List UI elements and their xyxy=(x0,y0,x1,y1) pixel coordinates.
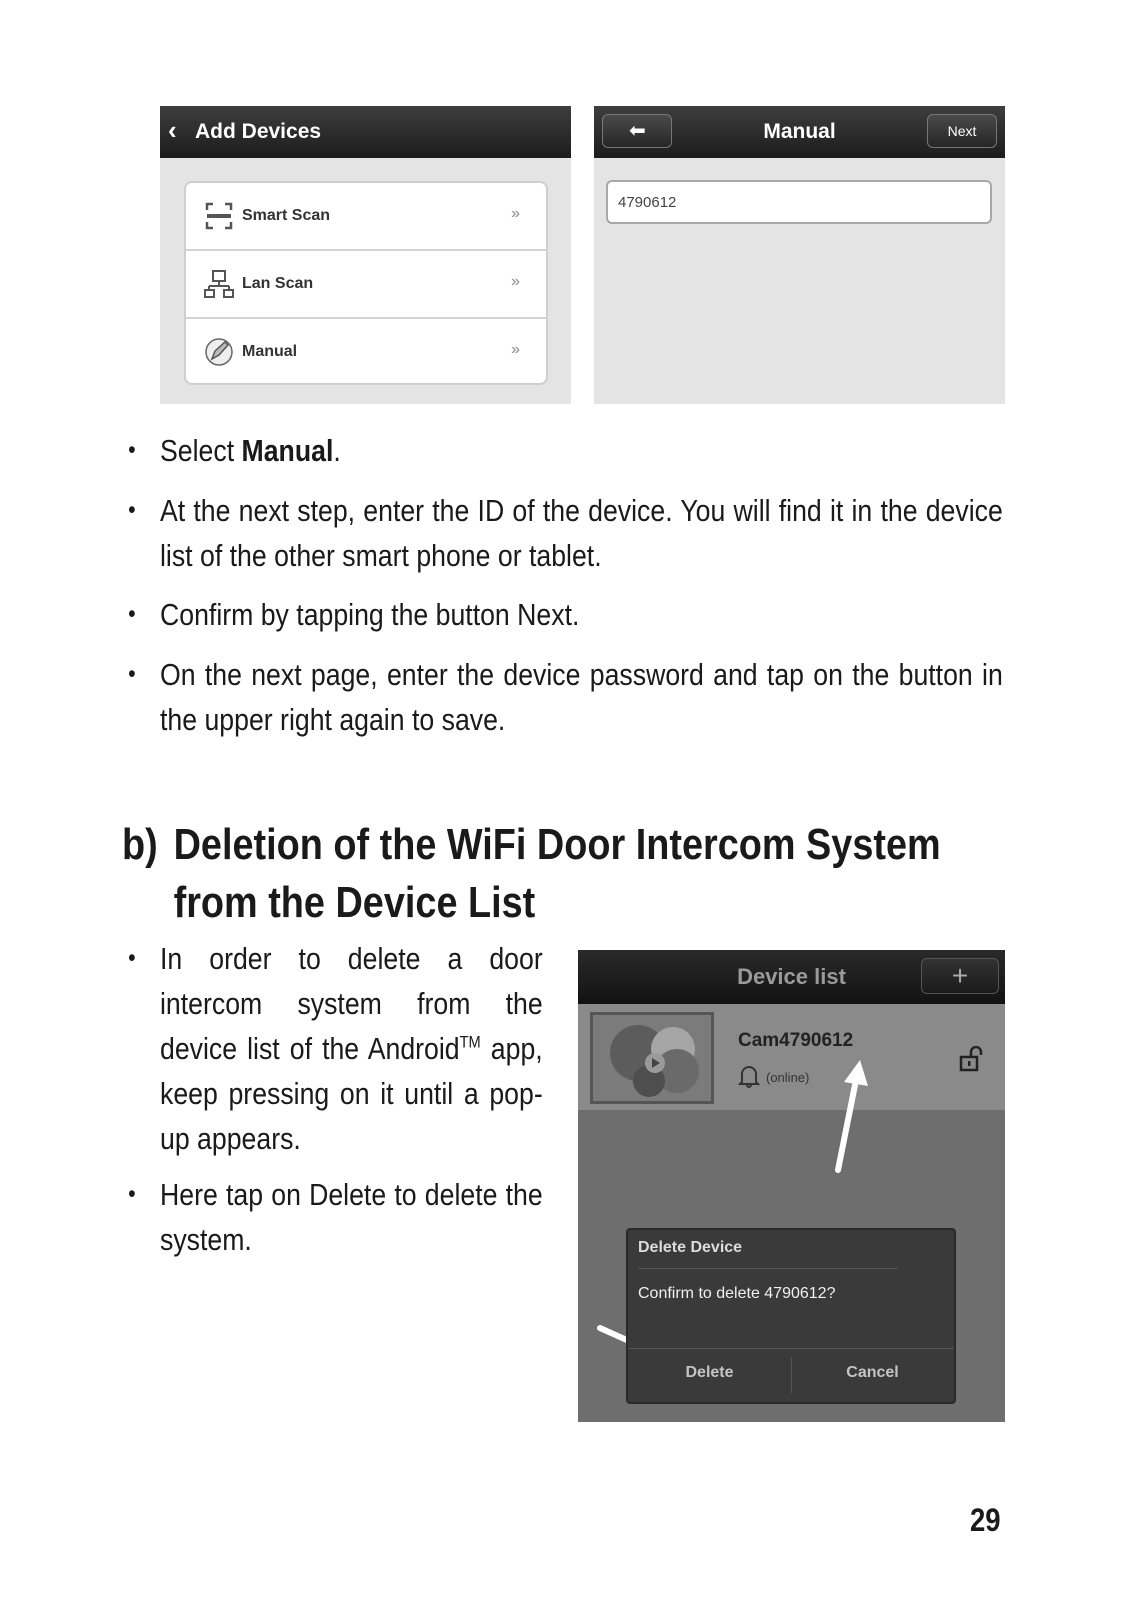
add-device-button[interactable]: + xyxy=(921,958,999,994)
menu-item-label: Smart Scan xyxy=(242,207,331,224)
bullet-dot: • xyxy=(128,660,136,688)
device-list-title: Device list xyxy=(737,964,846,989)
dialog-title: Delete Device xyxy=(638,1239,743,1256)
back-chevron-icon[interactable]: ‹ xyxy=(168,115,177,145)
bullet-dot: • xyxy=(128,1180,136,1208)
bullet-confirm-next xyxy=(128,592,1003,637)
bullet-text: . xyxy=(333,433,341,468)
next-button-label: Next xyxy=(947,123,977,139)
menu-item-lan-scan[interactable] xyxy=(186,249,546,315)
manual-topbar xyxy=(594,106,1005,158)
bullet-text: In order to delete a door intercom system from the device list of the Android xyxy=(160,941,543,1066)
chevron-right-icon: » xyxy=(511,341,520,358)
menu-item-manual[interactable] xyxy=(186,317,546,383)
scan-frame-icon xyxy=(204,201,234,231)
heading-line-2: from the Device List xyxy=(173,878,536,927)
device-status: (online) xyxy=(766,1070,810,1085)
add-method-menu xyxy=(184,181,548,385)
bullet-dot: • xyxy=(128,496,136,524)
device-name: Cam4790612 xyxy=(738,1030,854,1051)
next-button[interactable] xyxy=(927,114,997,148)
manual-title: Manual xyxy=(763,120,836,143)
bullet-enter-password xyxy=(128,652,1003,742)
dialog-divider xyxy=(638,1268,898,1269)
device-id-field[interactable] xyxy=(606,180,992,224)
dialog-button-row xyxy=(628,1348,954,1402)
bullet-text: Select xyxy=(160,433,242,468)
add-devices-title: Add Devices xyxy=(195,120,322,143)
bullet-text: Here tap on Delete to delete the system. xyxy=(160,1177,543,1257)
heading-line-1: Deletion of the WiFi Door Intercom System xyxy=(173,820,941,869)
page-number: 29 xyxy=(970,1502,1001,1538)
bullet-text: At the next step, enter the ID of the device. You will find it in the device list of the other smart phone or tablet. xyxy=(160,493,1003,573)
bullet-bold-text: Manual xyxy=(241,433,334,468)
device-list-screenshot xyxy=(578,950,1005,1422)
chevron-right-icon: » xyxy=(511,273,520,290)
bullet-dot: • xyxy=(128,436,136,464)
network-icon xyxy=(204,269,234,299)
bullet-dot: • xyxy=(128,600,136,628)
bullet-text: Confirm by tapping the button Next. xyxy=(160,597,580,632)
pencil-icon xyxy=(204,337,234,367)
delete-button[interactable]: Delete xyxy=(685,1364,734,1381)
menu-item-label: Lan Scan xyxy=(242,275,314,292)
bullet-text: On the next page, enter the device password and tap on the button in the upper right again to save. xyxy=(160,657,1003,737)
device-id-value: 4790612 xyxy=(618,194,677,211)
menu-item-label: Manual xyxy=(242,343,298,360)
bullet-text: app, keep pressing on it until a pop-up appears. xyxy=(160,1031,543,1156)
trademark-mark: TM xyxy=(459,1032,481,1052)
add-devices-topbar xyxy=(160,106,571,158)
bullet-keep-pressing xyxy=(128,936,543,1161)
menu-item-smart-scan[interactable] xyxy=(186,183,546,249)
bullet-select-manual xyxy=(128,428,1003,473)
bullet-dot: • xyxy=(128,944,136,972)
add-devices-screenshot xyxy=(160,106,571,404)
heading-prefix: b) xyxy=(122,820,158,869)
back-arrow-icon: ⬅ xyxy=(629,120,646,142)
bullet-enter-id xyxy=(128,488,1003,578)
bullet-tap-delete xyxy=(128,1172,543,1262)
manual-screenshot xyxy=(594,106,1005,404)
delete-device-dialog xyxy=(626,1228,956,1404)
chevron-right-icon: » xyxy=(511,205,520,222)
dialog-message: Confirm to delete 4790612? xyxy=(638,1285,836,1302)
cancel-button[interactable]: Cancel xyxy=(846,1364,899,1381)
